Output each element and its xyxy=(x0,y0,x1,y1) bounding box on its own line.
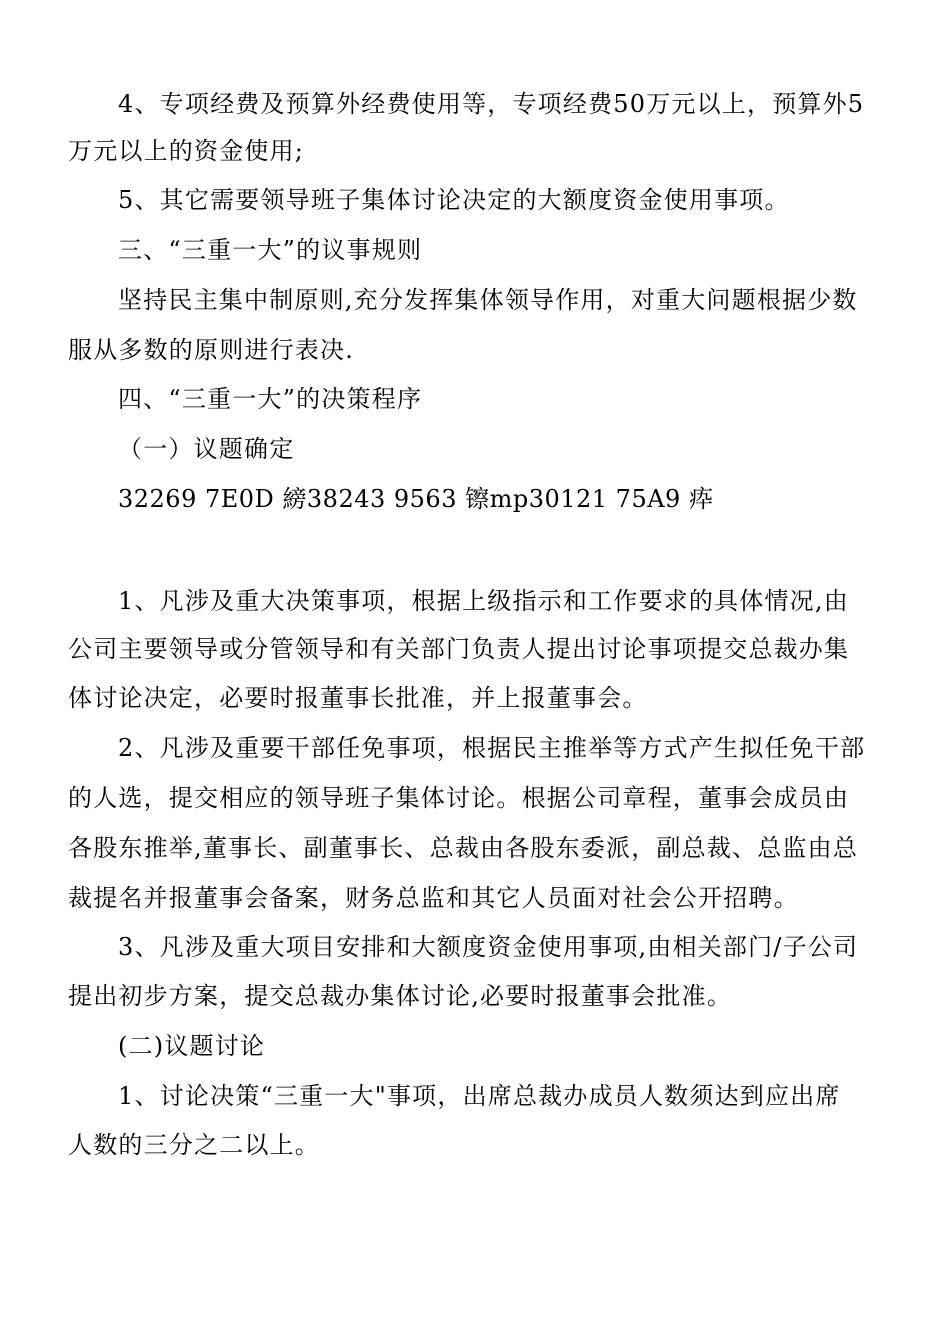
paragraph-line: 5、其它需要领导班子集体讨论决定的大额度资金使用事项。 xyxy=(118,186,790,214)
paragraph-line: 的人选，提交相应的领导班子集体讨论。根据公司章程，董事会成员由 xyxy=(68,784,850,812)
paragraph-line: 3、凡涉及重大项目安排和大额度资金使用事项,由相关部门/子公司 xyxy=(118,933,859,961)
paragraph-line: 2、凡涉及重要干部任免事项，根据民主推举等方式产生拟任免干部 xyxy=(118,734,866,762)
paragraph-line: 人数的三分之二以上。 xyxy=(68,1131,320,1159)
paragraph-line: 服从多数的原则进行表决. xyxy=(68,336,355,364)
paragraph-line: 各股东推举,董事长、副董事长、总裁由各股东委派，副总裁、总监由总 xyxy=(68,834,859,862)
paragraph-line: 坚持民主集中制原则,充分发挥集体领导作用，对重大问题根据少数 xyxy=(118,286,858,314)
paragraph-line: 体讨论决定，必要时报董事长批准，并上报董事会。 xyxy=(68,684,648,712)
paragraph-line: 万元以上的资金使用; xyxy=(68,137,305,165)
section-heading: 四、“三重一大”的决策程序 xyxy=(118,385,423,413)
subsection-heading: (二)议题讨论 xyxy=(118,1032,266,1060)
paragraph-line: 1、凡涉及重大决策事项，根据上级指示和工作要求的具体情况,由 xyxy=(118,587,849,615)
paragraph-line: 提出初步方案，提交总裁办集体讨论,必要时报董事会批准。 xyxy=(68,982,733,1010)
paragraph-line: 公司主要领导或分管领导和有关部门负责人提出讨论事项提交总裁办集 xyxy=(68,635,850,663)
subsection-heading: （一）议题确定 xyxy=(118,435,295,463)
paragraph-line: 1、讨论决策“三重一大"事项，出席总裁办成员人数须达到应出席 xyxy=(118,1082,841,1110)
section-heading: 三、“三重一大”的议事规则 xyxy=(118,236,423,264)
garbled-text-line: 32269 7E0D 縍38243 9563 镲mp30121 75A9 疩 xyxy=(118,485,714,513)
paragraph-line: 裁提名并报董事会备案，财务总监和其它人员面对社会公开招聘。 xyxy=(68,884,799,912)
paragraph-line: 4、专项经费及预算外经费使用等，专项经费50万元以上，预算外5 xyxy=(118,90,865,118)
